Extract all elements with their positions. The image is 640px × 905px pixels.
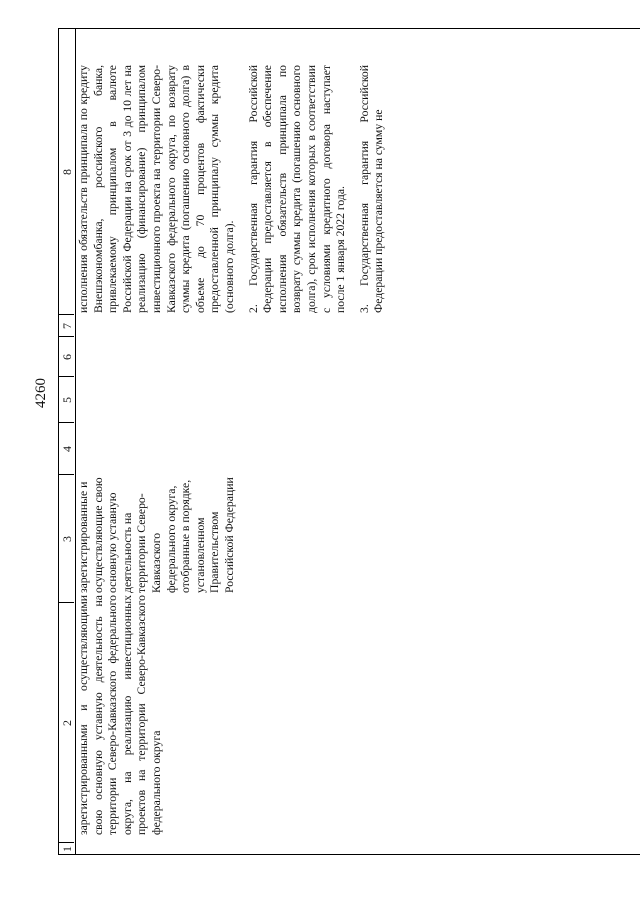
column-header-6: 6	[60, 354, 74, 360]
column-header-3: 3	[60, 536, 74, 542]
column-3-text: зарегистрированные и осуществляющие свою основную уставную деятельность на территории Северо-Кавказского федерального округа, отобранные в порядке, установленном Правительством Российской Федерации	[77, 477, 236, 593]
column-divider	[58, 422, 74, 423]
column-header-7: 7	[60, 323, 74, 329]
page-number: 4260	[33, 378, 49, 408]
column-8-paragraph: 2. Государственная гарантия Российской Федерации предоставляется в обеспечение исполнения обязательств принципала по возврату суммы кредита (погашению основного долга), срок исполнения которых в соответствии с условиями кредитного договора наступает после 1 января 2022 года.	[246, 65, 348, 313]
table-left-border	[58, 854, 640, 855]
column-8-text	[77, 65, 396, 313]
column-2-text: зарегистрированными и осуществляющими свою основную уставную деятельность на территории Северо-Кавказского федерального округа, на реализацию инвестиционных проектов на территории Северо-Кавказского федерального округа	[77, 595, 163, 835]
column-header-1: 1	[60, 846, 74, 852]
column-header-4: 4	[60, 446, 74, 452]
column-divider	[58, 376, 74, 377]
column-header-5: 5	[60, 397, 74, 403]
column-divider	[58, 842, 74, 843]
column-divider	[58, 314, 74, 315]
column-8-paragraph: исполнения обязательств принципала по кредиту Внешэкономбанка, российского банка, привлекаемому принципалом в валюте Российской Федерации на срок от 3 до 10 лет на реализацию (финансирование) принципалом инвестиционного проекта на территории Северо-Кавказского федерального округа, по возврату суммы кредита (погашению основного долга) в объеме до 70 процентов фактически предоставленной принципалу суммы кредита (основного долга).	[77, 65, 236, 313]
column-divider	[58, 474, 74, 475]
column-8-paragraph: 3. Государственная гарантия Российской Федерации предоставляется на сумму не	[357, 65, 386, 313]
column-divider	[58, 602, 74, 603]
column-divider	[58, 336, 74, 337]
table-right-border	[58, 28, 640, 29]
column-header-8: 8	[60, 169, 74, 175]
column-header-2: 2	[60, 720, 74, 726]
table-header-row	[58, 29, 76, 855]
